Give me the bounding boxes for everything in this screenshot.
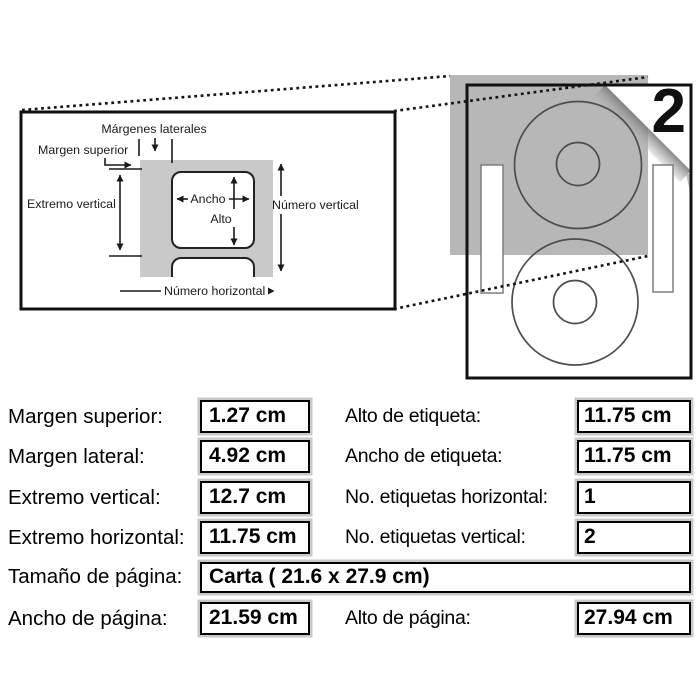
etiquetas-horizontal-field[interactable]: 1 <box>577 481 691 514</box>
extremo-vertical-label: Extremo vertical: <box>8 486 161 509</box>
sheet-preview <box>450 75 691 378</box>
etiquetas-vertical-label: No. etiquetas vertical: <box>345 526 526 548</box>
ancho-pagina-label: Ancho de página: <box>8 607 168 630</box>
diagram-label-cutout-1 <box>172 172 254 248</box>
diagram-label-numero-vertical: Número vertical <box>272 198 359 212</box>
spine-strip-left <box>481 165 503 293</box>
extremo-horizontal-label: Extremo horizontal: <box>8 526 185 549</box>
diagram-label-ancho: Ancho <box>190 192 226 206</box>
margen-superior-label: Margen superior: <box>8 405 163 428</box>
margen-lateral-field[interactable]: 4.92 cm <box>200 440 310 473</box>
tamano-pagina-field[interactable]: Carta ( 21.6 x 27.9 cm) <box>200 562 691 593</box>
ancho-etiqueta-field[interactable]: 11.75 cm <box>577 440 691 473</box>
measurement-diagram <box>21 112 395 309</box>
etiquetas-horizontal-label: No. etiquetas horizontal: <box>345 486 548 508</box>
extremo-horizontal-field[interactable]: 11.75 cm <box>200 521 310 554</box>
diagram-label-margenes-laterales: Márgenes laterales <box>101 122 207 136</box>
sheet-count-label: 2 <box>651 77 686 146</box>
diagram-label-margen-superior: Margen superior <box>38 143 129 157</box>
extremo-vertical-field[interactable]: 12.7 cm <box>200 481 310 514</box>
diagram-label-alto: Alto <box>210 212 232 226</box>
alto-pagina-field[interactable]: 27.94 cm <box>577 602 691 635</box>
ancho-pagina-field[interactable]: 21.59 cm <box>200 602 310 635</box>
diagram-label-numero-horizontal: Número horizontal <box>164 284 266 298</box>
alto-pagina-label: Alto de página: <box>345 607 471 629</box>
ancho-etiqueta-label: Ancho de etiqueta: <box>345 445 503 467</box>
diagram-label-extremo-vertical: Extremo vertical <box>27 197 116 211</box>
alto-etiqueta-label: Alto de etiqueta: <box>345 405 481 427</box>
tamano-pagina-label: Tamaño de página: <box>8 565 183 588</box>
etiquetas-vertical-field[interactable]: 2 <box>577 521 691 554</box>
spine-strip-right <box>653 165 673 292</box>
alto-etiqueta-field[interactable]: 11.75 cm <box>577 400 691 433</box>
margen-superior-field[interactable]: 1.27 cm <box>200 400 310 433</box>
margen-lateral-label: Margen lateral: <box>8 445 145 468</box>
